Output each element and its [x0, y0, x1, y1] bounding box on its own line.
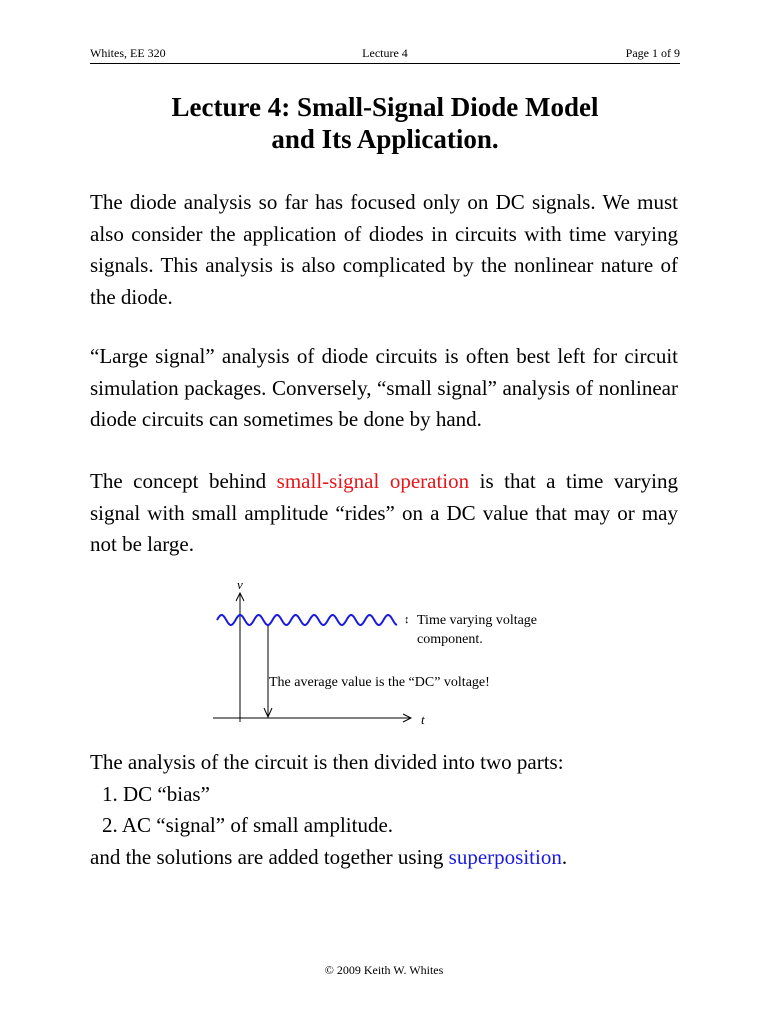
paragraph-concept [90, 466, 678, 561]
average-value-label: The average value is the “DC” voltage! [269, 675, 490, 690]
concept-text-after: is that a time varying signal with small amplitude “rides” on a DC value that may or may not be large. [90, 469, 679, 556]
page-header [90, 46, 680, 64]
superposition-term: superposition [448, 844, 562, 869]
list-item-dc-bias: 1. DC “bias” [102, 781, 210, 806]
analysis-parts-section [90, 747, 678, 873]
title-line-1: Lecture 4: Small-Signal Diode Model [171, 92, 599, 122]
component-label-line-2: component. [417, 632, 483, 647]
page-footer: © 2009 Keith W. Whites [324, 963, 444, 977]
closing-text-before: and the solutions are added together using [90, 844, 449, 869]
small-signal-operation-term: small-signal operation [276, 469, 470, 493]
analysis-intro: The analysis of the circuit is then divided into two parts: [90, 750, 564, 774]
component-label: Time varying voltage [417, 613, 538, 628]
ac-signal-wave [217, 615, 397, 625]
page-title [90, 91, 680, 155]
list-item-ac-signal: 2. AC “signal” of small amplitude. [102, 813, 394, 837]
amplitude-arrow-icon: ↕ [404, 614, 410, 626]
header-lecture: Lecture 4 [362, 46, 408, 60]
header-course: Whites, EE 320 [90, 46, 166, 60]
paragraph-intro: The diode analysis so far has focused only on DC signals. We must also consider the application of diodes in circuits with time varying signals. This analysis is also complicated by the nonlinear nature of the diode. [90, 190, 678, 309]
title-line-2: and Its Application. [271, 124, 499, 154]
paragraph-large-signal: “Large signal” analysis of diode circuits is often best left for circuit simulation packages. Conversely, “small signal” analysis of nonlinear diode circuits can sometimes be done by hand. [90, 344, 678, 431]
signal-plot [205, 572, 565, 737]
header-page-number: Page 1 of 9 [625, 46, 680, 60]
concept-text-before: The concept behind [90, 469, 277, 493]
dc-ac-signal-figure [205, 572, 565, 737]
x-axis-label: t [421, 712, 425, 727]
closing-text-after: . [561, 844, 568, 869]
analysis-closing [90, 842, 678, 874]
y-axis-label: v [237, 577, 243, 592]
